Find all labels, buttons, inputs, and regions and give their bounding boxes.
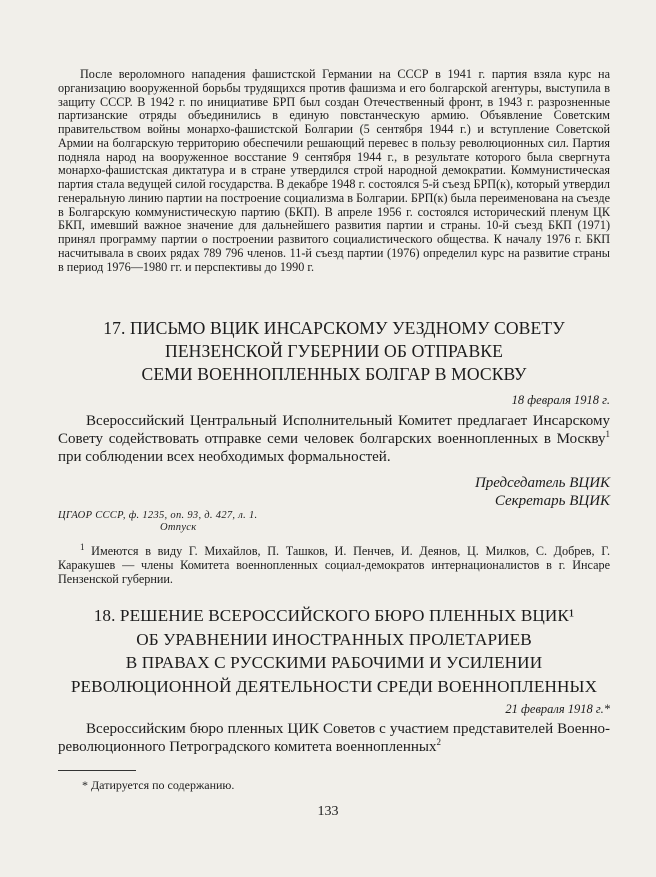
- doc17-archive-reference: [58, 510, 257, 534]
- doc17-body: [58, 412, 610, 466]
- doc17-footnote: [58, 541, 610, 587]
- doc17-body-text: Всероссийский Центральный Исполнительный Комитет предлагает Инсарскому Совету содействовать отправке семи человек болгарских военнопленных в Москву: [58, 413, 610, 447]
- doc17-body-text-end: при соблюдении всех необходимых формальностей.: [58, 449, 391, 465]
- doc17-title-line-3: СЕМИ ВОЕННОПЛЕННЫХ БОЛГАР В МОСКВУ: [141, 364, 527, 384]
- signature-secretary: Секретарь ВЦИК: [494, 493, 610, 509]
- footnote-text: Имеются в виду Г. Михайлов, П. Ташков, И. Пенчев, И. Деянов, Ц. Милков, С. Добрев, Г. Каракушев — члены Комитета военнопленных социал-демократов интернационалистов в г. Инсаре Пензенской губернии.: [58, 544, 610, 587]
- doc17-title-line-1: 17. ПИСЬМО ВЦИК ИНСАРСКОМУ УЕЗДНОМУ СОВЕТУ: [103, 318, 565, 338]
- footnote-divider: [58, 770, 136, 771]
- footnote-mark: 1: [80, 541, 85, 552]
- doc17-date: 18 февраля 1918 г.: [511, 393, 610, 407]
- doc18-footnote-ref: 2: [436, 737, 441, 747]
- doc17-signatures: [475, 474, 610, 510]
- doc18-title-line-2: ОБ УРАВНЕНИИ ИНОСТРАННЫХ ПРОЛЕТАРИЕВ: [136, 629, 532, 649]
- doc17-title-line-2: ПЕНЗЕНСКОЙ ГУБЕРНИИ ОБ ОТПРАВКЕ: [165, 341, 503, 361]
- intro-paragraph: После вероломного нападения фашистской Германии на СССР в 1941 г. партия взяла курс на организацию вооруженной борьбы трудящихся против фашизма и его болгарской агентуры, выступила в защиту СССР. В 1942 г. по инициативе БРП был создан Отечественный фронт, в 1943 г. разрозненные партизанские отряды объединились в единую повстанческую армию. Объявление Советским правительством войны монархо-фашистской Болгарии (5 сентября 1944 г.) и вступление Советской Армии на болгарскую территорию обеспечили решающий перевес в пользу революционных сил. Партия подняла народ на вооруженное восстание 9 сентября 1944 г., в результате которого была свергнута монархо-фашистская диктатура и в стране утвердился строй народной демократии. Коммунистическая партия стала ведущей силой государства. В декабре 1948 г. состоялся 5-й съезд БРП(к), который утвердил генеральную линию партии на построение социализма в Болгарии. БРП(к) была переименована на съезде в Болгарскую коммунистическую партию (БКП). В апреле 1956 г. состоялся исторический пленум ЦК БКП, имевший важное значение для дальнейшего развития партии и страны. 10-й съезд БКП (1971) принял программу партии о построении развитого социалистического общества. К началу 1976 г. БКП насчитывала в своих рядах 789 796 членов. 11-й съезд партии (1976) определил курс на развитие страны в период 1976—1980 гг. и перспективы до 1990 г.: [58, 67, 610, 274]
- page-number: 133: [317, 804, 339, 819]
- archive-note: Отпуск: [160, 522, 197, 533]
- doc18-title-line-1: 18. РЕШЕНИЕ ВСЕРОССИЙСКОГО БЮРО ПЛЕННЫХ ВЦИК¹: [93, 606, 575, 625]
- doc18-body: [58, 720, 610, 756]
- doc18-title-line-3: В ПРАВАХ С РУССКИМИ РАБОЧИМИ И УСИЛЕНИИ: [125, 653, 543, 672]
- doc18-body-text: Всероссийским бюро пленных ЦИК Советов с участием представителей Военно-революционного Петроградского комитета военнопленных: [58, 721, 610, 755]
- doc17-footnote-ref: 1: [605, 429, 610, 439]
- doc18-title: [58, 604, 610, 698]
- signature-chairman: Председатель ВЦИК: [474, 475, 610, 491]
- footnote-dating: * Датируется по содержанию.: [82, 778, 235, 792]
- archive-citation: ЦГАОР СССР, ф. 1235, оп. 93, д. 427, л. 1.: [58, 510, 258, 521]
- doc18-date: 21 февраля 1918 г.*: [505, 702, 610, 716]
- doc17-title: [58, 317, 610, 386]
- doc18-title-line-4: РЕВОЛЮЦИОННОЙ ДЕЯТЕЛЬНОСТИ СРЕДИ ВОЕННОПЛЕННЫХ: [70, 676, 598, 696]
